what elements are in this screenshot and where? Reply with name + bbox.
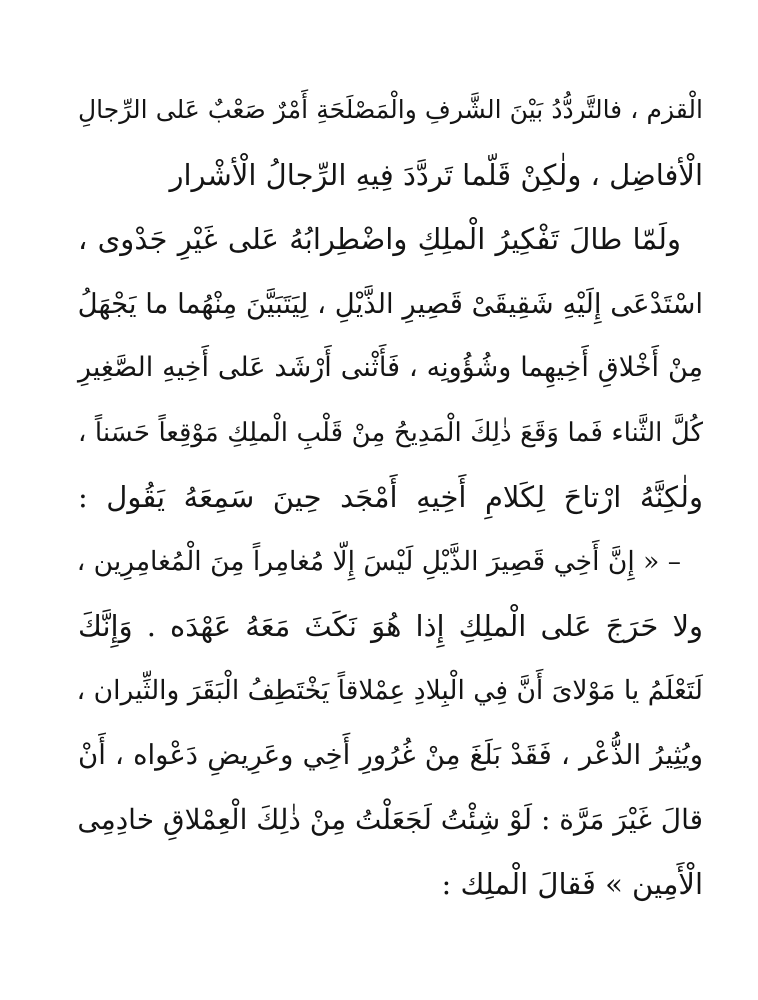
text-line-3: ولَمّا طالَ تَفْكِيرُ الْملِكِ واضْطِرابُهُ عَلى غَيْرِ جَدْوى ، bbox=[78, 222, 681, 256]
text-line-13: الْأَمِين » فَقالَ الْملِك : bbox=[441, 867, 703, 901]
text-line-5: مِنْ أَخْلاقِ أَخِيهِما وشُؤُونِه ، فَأَثْنى أَرْشَد عَلى أَخِيهِ الصَّغِيرِ bbox=[78, 352, 703, 383]
text-line-7: ولٰكِنَّهُ ارْتاحَ لِكَلامِ أَخِيهِ أَمْجَد حِينَ سَمِعَهُ يَقُول : bbox=[78, 480, 703, 514]
text-line-9: ولا حَرَجَ عَلى الْملِكِ إِذا هُوَ نَكَثَ مَعَهُ عَهْدَه . وَإِنَّكَ bbox=[78, 609, 703, 643]
text-line-2: الْأفاضِل ، ولٰكِنْ قَلّما تَردَّدَ فِيهِ الرِّجالُ الْأشْرار bbox=[169, 157, 703, 192]
body-text bbox=[78, 78, 703, 917]
text-line-6: كُلَّ الثَّناء فَما وَقَعَ ذٰلِكَ الْمَدِيحُ مِنْ قَلْبِ الْملِكِ مَوْقِعاً حَسَناً ، bbox=[78, 417, 703, 448]
text-line-4: اسْتَدْعَى إِلَيْهِ شَقِيقَىْ قَصِيرِ الذَّيْلِ ، لِيَتَبَيَّنَ مِنْهُما ما يَجْهَلُ bbox=[77, 287, 703, 320]
text-line-1: الْقزم ، فالتَّردُّدُ بَيْنَ الشَّرفِ والْمَصْلَحَةِ أَمْرٌ صَعْبٌ عَلى الرِّجالِ bbox=[78, 95, 703, 124]
text-line-8: – « إِنَّ أَخِي قَصِيرَ الذَّيْلِ لَيْسَ إِلّا مُغامِراً مِنَ الْمُغامِرِين ، bbox=[76, 545, 681, 577]
text-line-11: ويُثِيرُ الذُّعْر ، فَقَدْ بَلَغَ مِنْ غُرُورِ أَخِي وعَرِيضِ دَعْواه ، أَنْ bbox=[78, 739, 703, 771]
text-line-12: قالَ غَيْرَ مَرَّة : لَوْ شِئْتُ لَجَعَلْتُ مِنْ ذٰلِكَ الْعِمْلاقِ خادِمِى bbox=[77, 802, 703, 836]
text-line-10: لَتَعْلَمُ يا مَوْلاىَ أَنَّ فِي الْبِلادِ عِمْلاقاً يَخْتَطِفُ الْبَقَرَ والثِّيران ، bbox=[76, 674, 703, 706]
